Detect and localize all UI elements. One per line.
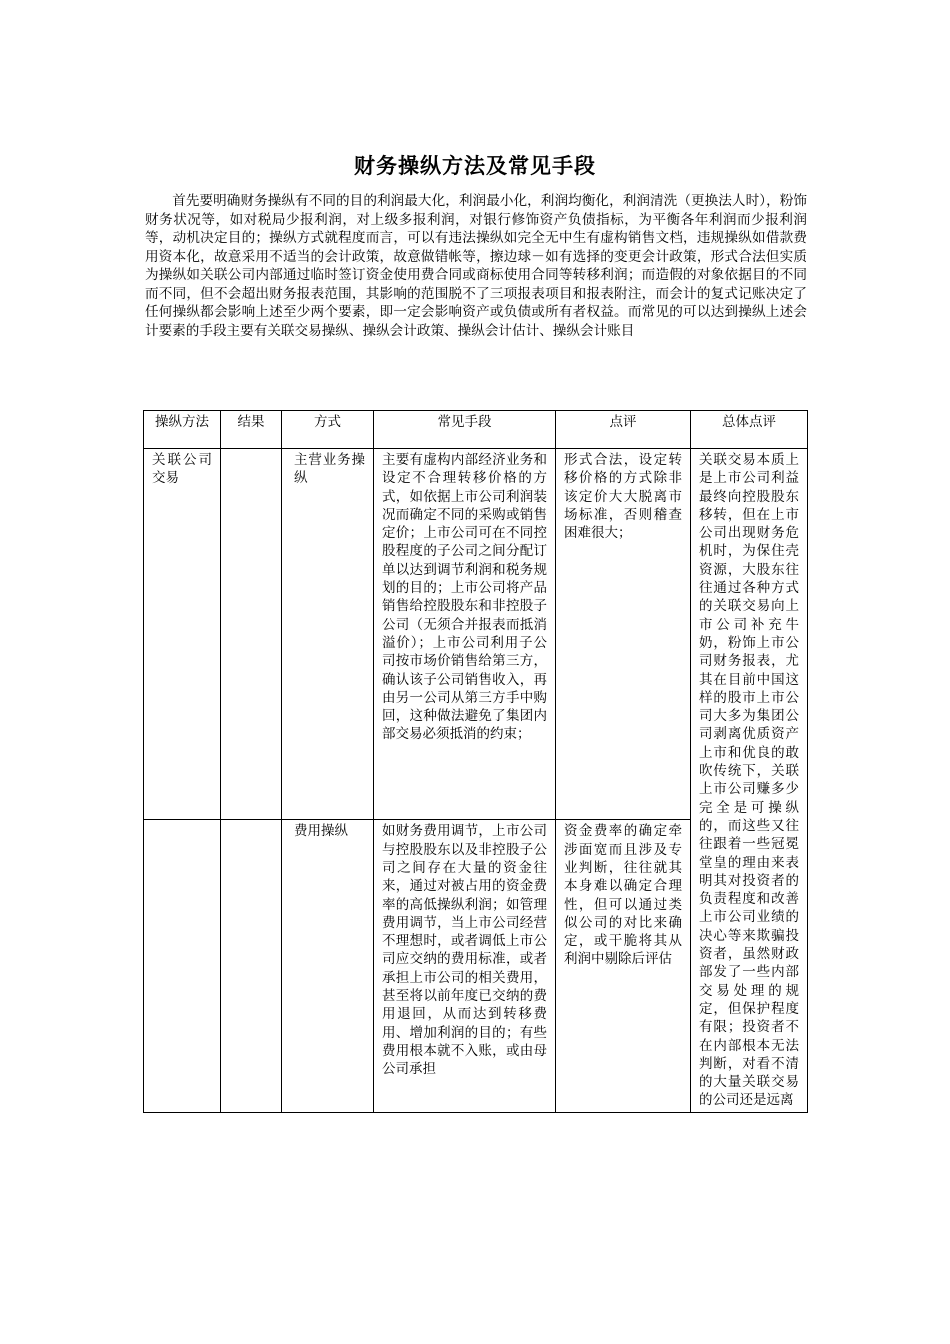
header-overall-comment: 总体点评 [691,411,808,449]
cell-comment: 形式合法，设定转移价格的方式除非该定价大大脱离市场标准，否则稽查困难很大； [556,449,691,820]
cell-overall-comment: 关联交易本质上是上市公司利益最终向控股股东移转，但在上市公司出现财务危机时，为保住壳资源，大股东往往通过各种方式的关联交易向上市公司补充牛奶，粉饰上市公司财务报表，尤其在目前中国这样的股市上市公司大多为集团公司剥离优质资产上市和优良的敢吹传统下，关联上市公司赚多少完全是可操纵的，而这些又往往跟着一些冠冕堂皇的理由来表明其对投资者的负责程度和改善上市公司业绩的决心等来欺骗投资者，虽然财政部发了一些内部交易处理的规定，但保护程度有限；投资者不在内部根本无法判断，对看不清的大量关联交易的公司还是远离 [691,449,808,1113]
cell-comment: 资金费率的确定牵涉面宽而且涉及专业判断，往往就其本身难以确定合理性，但可以通过类似公司的对比来确定，或干脆将其从利润中剔除后评估 [556,820,691,1112]
cell-result [221,820,282,1112]
intro-paragraph: 首先要明确财务操纵有不同的目的利润最大化，利润最小化，利润均衡化，利润清洗（更换法人时），粉饰财务状况等，如对税局少报利润，对上级多报利润，对银行修饰资产负债指标，为平衡各年利润而少报利润等，动机决定目的；操纵方式就程度而言，可以有违法操纵如完全无中生有虚构销售文档，违规操纵如借款费用资本化，故意采用不适当的会计政策，故意做错帐等，擦边球－如有选择的变更会计政策，形式合法但实质为操纵如关联公司内部通过临时签订资金使用费合同或商标使用合同等转移利润；而造假的对象依据目的不同而不同，但不会超出财务报表范围，其影响的范围脱不了三项报表项目和报表附注，而会计的复式记账决定了任何操纵都会影响上述至少两个要素，即一定会影响资产或负债或所有者权益。而常见的可以达到操纵上述会计要素的手段主要有关联交易操纵、操纵会计政策、操纵会计估计、操纵会计账目 [145,193,807,339]
cell-means: 如财务费用调节，上市公司与控股股东以及非控股子公司之间存在大量的资金往来，通过对被占用的资金费率的高低操纵利润；如管理费用调节，当上市公司经营不理想时，或者调低上市公司应交纳的费用标准，或者承担上市公司的相关费用，甚至将以前年度已交纳的费用退回，从而达到转移费用、增加利润的目的；有些费用根本就不入账，或由母公司承担 [374,820,556,1112]
cell-result [221,449,282,820]
header-comment: 点评 [556,411,691,449]
header-result: 结果 [221,411,282,449]
table-row [144,449,808,820]
cell-way: 费用操纵 [282,820,374,1112]
cell-method: 关联公司交易 [144,449,221,820]
page-title: 财务操纵方法及常见手段 [354,153,596,178]
table-header-row [144,411,808,449]
cell-means: 主要有虚构内部经济业务和设定不合理转移价格的方式，如依据上市公司利润装况而确定不同的采购或销售定价；上市公司可在不同控股程度的子公司之间分配订单以达到调节利润和税务规划的目的；上市公司将产品销售给控股股东和非控股子公司（无须合并报表而抵消溢价）；上市公司利用子公司按市场价销售给第三方，确认该子公司销售收入，再由另一公司从第三方手中购回，这种做法避免了集团内部交易必须抵消的约束； [374,449,556,820]
manipulation-table [143,410,808,1113]
cell-method [144,820,221,1112]
header-way: 方式 [282,411,374,449]
cell-way: 主营业务操纵 [282,449,374,820]
header-means: 常见手段 [374,411,556,449]
header-method: 操纵方法 [144,411,221,449]
